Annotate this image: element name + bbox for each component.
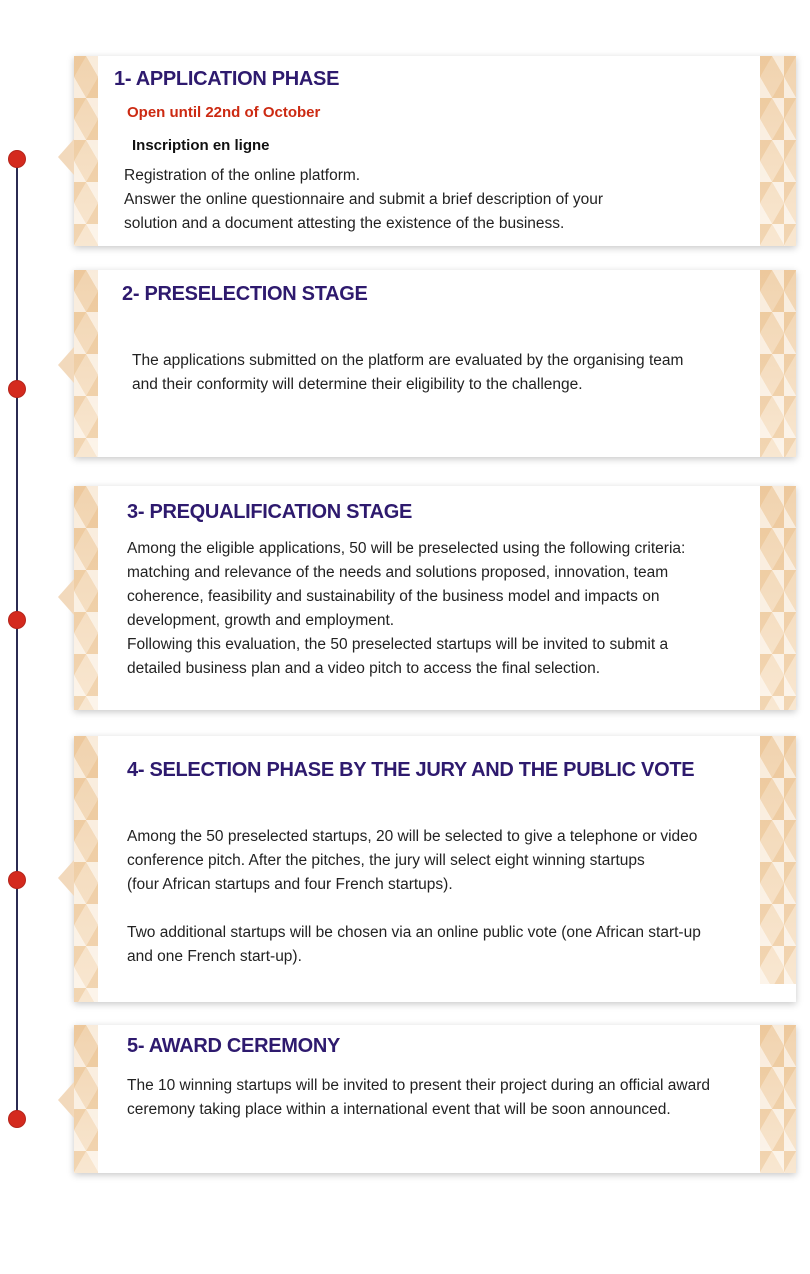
timeline-dot-1 [8, 150, 26, 168]
card-pattern-left [74, 56, 98, 246]
card-pattern-left [74, 486, 98, 710]
card-pattern-left [74, 1025, 98, 1173]
step-body: Among the 50 preselected startups, 20 will be selected to give a telephone or video conference pitch. After the pitches, the jury will select eight winning startups (four African startups and four French startups). Two additional startups will be chosen via an online public vote (one African start-up and one French start-up). [127, 828, 701, 965]
step-title: 5- AWARD CEREMONY [127, 1035, 341, 1057]
card-pointer [58, 347, 74, 383]
step-body: The applications submitted on the platform are evaluated by the organising team and their conformity will determine their eligibility to the challenge. [132, 352, 684, 393]
step-title: 1- APPLICATION PHASE [114, 68, 340, 90]
step-card-1 [74, 56, 796, 246]
card-pattern-right [760, 56, 796, 246]
card-pattern-left [74, 270, 98, 457]
step-card-2 [74, 270, 796, 457]
step-subtitle: Open until 22nd of October [127, 104, 321, 121]
timeline-dot-5 [8, 1110, 26, 1128]
card-pointer [58, 860, 74, 896]
step-card-4 [74, 736, 796, 1002]
step-title: 2- PRESELECTION STAGE [122, 283, 368, 305]
timeline-dot-2 [8, 380, 26, 398]
card-pointer [58, 139, 74, 175]
step-card-3 [74, 486, 796, 710]
step-body: Registration of the online platform. Answer the online questionnaire and submit a brief description of your solution and a document attesting the existence of the business. [124, 167, 604, 232]
step-subheading: Inscription en ligne [132, 137, 270, 154]
step-body: Among the eligible applications, 50 will be preselected using the following criteria: matching and relevance of the needs and solutions proposed, innovation, team coherence, feasibility and sustainability of the business model and impacts on development, growth and employment. Following this evaluation, the 50 preselected startups will be invited to submit a detailed business plan and a video pitch to access the final selection. [127, 540, 686, 677]
step-title: 4- SELECTION PHASE BY THE JURY AND THE PUBLIC VOTE [127, 759, 695, 781]
card-pointer [58, 1082, 74, 1118]
timeline-dot-3 [8, 611, 26, 629]
timeline-dot-4 [8, 871, 26, 889]
card-pattern-left [74, 736, 98, 1002]
timeline-line [16, 158, 18, 1120]
card-pointer [58, 579, 74, 615]
step-card-5 [74, 1025, 796, 1173]
step-title: 3- PREQUALIFICATION STAGE [127, 501, 413, 523]
step-body: The 10 winning startups will be invited to present their project during an official award ceremony taking place within a international event that will be soon announced. [127, 1077, 711, 1118]
